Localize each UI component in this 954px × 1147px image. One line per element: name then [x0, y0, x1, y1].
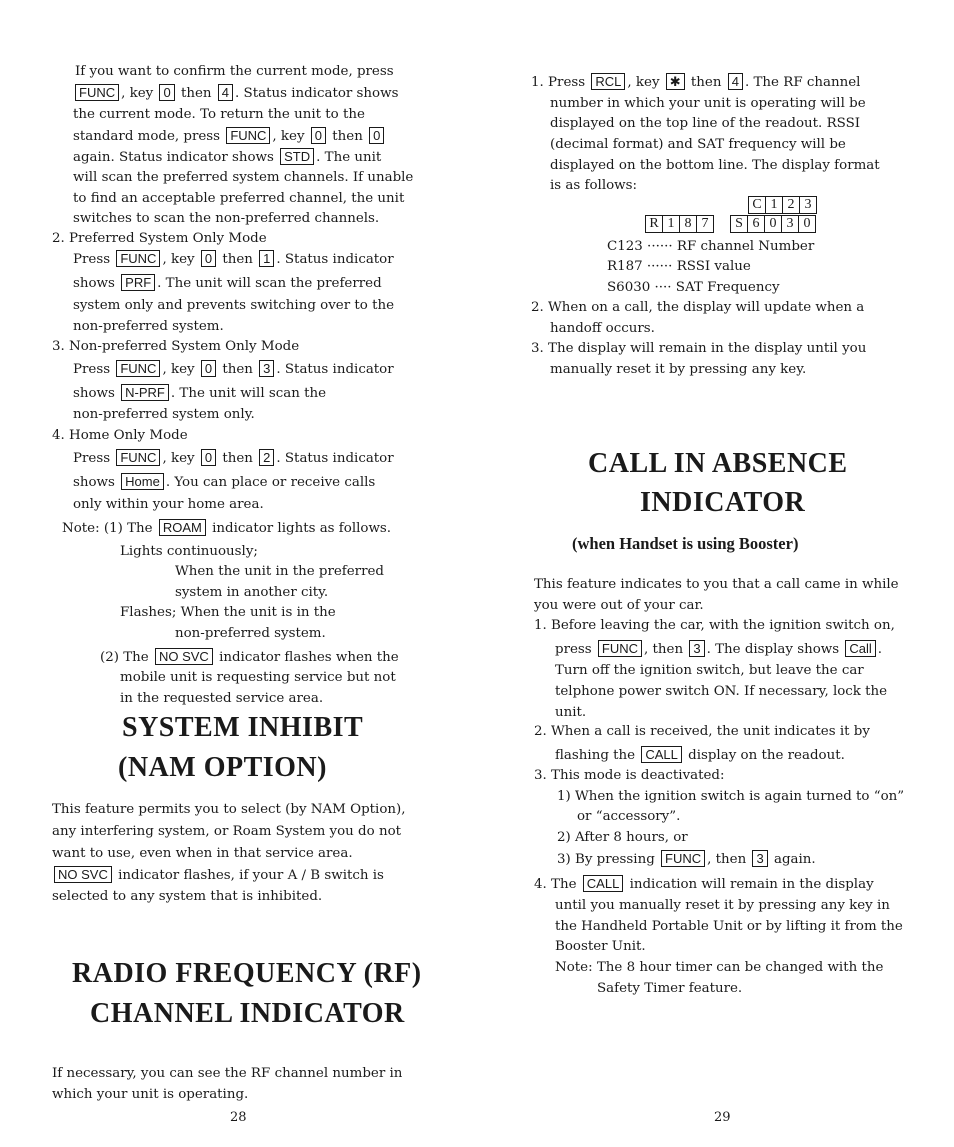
text-run: (decimal format) and SAT frequency will be	[550, 137, 846, 152]
text-line	[534, 767, 725, 785]
key-label: FUNC	[75, 84, 119, 101]
text-line	[52, 888, 322, 906]
legend-line: R187 ······ RSSI value	[607, 259, 751, 274]
text-run: then	[176, 86, 216, 101]
text-run: in the requested service area.	[120, 691, 324, 706]
text-run: display on the readout.	[683, 748, 845, 763]
text-line	[73, 473, 375, 492]
text-line	[73, 106, 365, 124]
text-run: any interfering system, or Roam System you do not	[52, 824, 402, 839]
text-run: shows	[73, 386, 120, 401]
text-run: Booster Unit.	[555, 939, 646, 954]
text-run: indication will remain in the display	[625, 877, 874, 892]
text-run: . The unit will scan the	[170, 386, 327, 401]
text-run: 3. The display will remain in the display until you	[531, 341, 867, 356]
text-line	[555, 662, 864, 680]
text-run: indicator flashes when the	[214, 650, 399, 665]
key-label: 4	[728, 73, 743, 90]
text-line	[550, 157, 880, 175]
key-label: Call	[845, 640, 875, 657]
text-line	[52, 338, 299, 356]
heading-system-inhibit: SYSTEM INHIBIT	[122, 712, 364, 743]
display-cell: R	[646, 216, 663, 233]
text-run: you were out of your car.	[534, 598, 704, 613]
text-run: . Status indicator shows	[235, 86, 399, 101]
text-run: Safety Timer feature.	[597, 981, 743, 996]
text-line	[73, 84, 398, 103]
text-line	[597, 980, 742, 998]
display-cell: 7	[697, 216, 714, 233]
key-label: 3	[689, 640, 704, 657]
heading-channel-indicator: CHANNEL INDICATOR	[90, 998, 405, 1029]
text-line	[531, 73, 860, 92]
text-line	[120, 604, 336, 622]
display-cell: 2	[783, 197, 800, 214]
text-run: shows	[73, 475, 120, 490]
key-label: 3	[259, 360, 274, 377]
text-line	[555, 918, 903, 936]
text-line	[175, 584, 328, 602]
text-line	[52, 1065, 402, 1083]
text-run: switches to scan the non-preferred channels.	[73, 211, 380, 226]
text-run: , key	[162, 451, 199, 466]
text-run: then	[218, 451, 258, 466]
text-run: then	[218, 252, 258, 267]
text-run: then	[686, 75, 726, 90]
text-run: will scan the preferred system channels. If unable	[73, 170, 414, 185]
display-cell: S	[731, 216, 748, 233]
text-run: only within your home area.	[73, 497, 264, 512]
text-run: is as follows:	[550, 178, 638, 193]
text-line	[550, 136, 846, 154]
key-label: N-PRF	[121, 384, 169, 401]
text-line	[555, 640, 882, 659]
text-line	[550, 320, 655, 338]
text-run: indicator lights as follows.	[207, 521, 392, 536]
text-run: If necessary, you can see the RF channel number in	[52, 1066, 403, 1081]
text-line	[175, 625, 326, 643]
text-run: to find an acceptable preferred channel, the unit	[73, 191, 405, 206]
text-run: . Status indicator	[276, 252, 394, 267]
key-label: NO SVC	[155, 648, 213, 665]
text-run: Flashes; When the unit is in the	[120, 605, 336, 620]
text-run: 2. When on a call, the display will update when a	[531, 300, 865, 315]
text-run: displayed on the top line of the readout. RSSI	[550, 116, 861, 131]
text-line	[534, 875, 874, 894]
text-run: . The unit	[316, 150, 382, 165]
text-run: then	[218, 362, 258, 377]
key-label: NO SVC	[54, 866, 112, 883]
text-run: This feature indicates to you that a call came in while	[534, 577, 899, 592]
text-run: Note: The 8 hour timer can be changed with the	[555, 960, 884, 975]
text-line	[555, 683, 887, 701]
text-line	[531, 299, 864, 317]
text-line	[73, 127, 386, 146]
text-run: again.	[769, 852, 816, 867]
text-run: which your unit is operating.	[52, 1087, 249, 1102]
key-label: FUNC	[116, 449, 160, 466]
text-line	[120, 690, 323, 708]
text-run: want to use, even when in that service area.	[52, 846, 353, 861]
text-line	[73, 169, 413, 187]
text-run: , key	[272, 129, 309, 144]
page-number-right: 29	[714, 1110, 731, 1125]
text-line	[555, 938, 646, 956]
text-line	[550, 95, 866, 113]
text-run: 4. The	[534, 877, 581, 892]
text-line	[52, 801, 406, 819]
text-line	[73, 384, 326, 403]
key-label: STD	[280, 148, 314, 165]
text-line	[73, 148, 381, 167]
text-run: .	[877, 642, 883, 657]
key-label: FUNC	[598, 640, 642, 657]
text-run: Press	[73, 252, 115, 267]
display-bottom-line	[645, 215, 816, 233]
text-line	[52, 866, 384, 885]
text-line	[52, 230, 267, 248]
legend-line: S6030 ···· SAT Frequency	[607, 280, 780, 295]
text-run: non-preferred system.	[73, 319, 224, 334]
text-run: , key	[121, 86, 158, 101]
text-run: 3. Non-preferred System Only Mode	[52, 339, 300, 354]
display-cell: 8	[680, 216, 697, 233]
text-line	[555, 897, 890, 915]
heading-call-in-absence: CALL IN ABSENCE	[588, 448, 848, 479]
key-label: 0	[201, 449, 216, 466]
legend-line: C123 ······ RF channel Number	[607, 239, 815, 254]
text-line	[557, 788, 904, 806]
text-line	[531, 340, 866, 358]
key-label: 2	[259, 449, 274, 466]
key-label: 3	[752, 850, 767, 867]
text-run: manually reset it by pressing any key.	[550, 362, 807, 377]
text-line	[73, 318, 224, 336]
text-line	[557, 829, 688, 847]
key-label: ✱	[666, 73, 685, 90]
text-run: standard mode, press	[73, 129, 225, 144]
text-run: mobile unit is requesting service but not	[120, 670, 396, 685]
text-run: (2) The	[100, 650, 153, 665]
text-line	[52, 427, 188, 445]
text-run: telphone power switch ON. If necessary, lock the	[555, 684, 888, 699]
display-cell: 0	[765, 216, 782, 233]
text-line	[73, 360, 394, 379]
heading-indicator: INDICATOR	[640, 487, 806, 518]
subheading-booster: (when Handset is using Booster)	[572, 534, 799, 553]
text-line	[557, 850, 816, 869]
text-line	[73, 190, 404, 208]
display-cell: 3	[782, 216, 799, 233]
key-label: 0	[201, 250, 216, 267]
text-run: 1. Press	[531, 75, 590, 90]
display-cell: 1	[766, 197, 783, 214]
text-line	[52, 1086, 248, 1104]
key-label: 0	[369, 127, 384, 144]
text-run: , key	[627, 75, 664, 90]
key-label: PRF	[121, 274, 155, 291]
text-run: flashing the	[555, 748, 640, 763]
key-label: FUNC	[116, 250, 160, 267]
display-cell: 0	[799, 216, 816, 233]
text-run: This feature permits you to select (by NAM Option),	[52, 802, 406, 817]
text-line	[73, 250, 394, 269]
text-run: until you manually reset it by pressing any key in	[555, 898, 890, 913]
text-run: Lights continuously;	[120, 544, 258, 559]
text-run: handoff occurs.	[550, 321, 655, 336]
text-run: . You can place or receive calls	[165, 475, 376, 490]
key-label: 0	[311, 127, 326, 144]
key-label: RCL	[591, 73, 625, 90]
text-run: displayed on the bottom line. The display format	[550, 158, 880, 173]
text-run: the Handheld Portable Unit or by lifting it from the	[555, 919, 903, 934]
text-run: . The unit will scan the preferred	[157, 276, 382, 291]
text-run: Note: (1) The	[62, 521, 157, 536]
text-run: . Status indicator	[276, 362, 394, 377]
text-line	[73, 297, 394, 315]
text-run: 1. Before leaving the car, with the ignition switch on,	[534, 618, 895, 633]
text-run: selected to any system that is inhibited.	[52, 889, 323, 904]
text-line	[62, 519, 391, 538]
text-line	[73, 496, 264, 514]
text-line	[555, 704, 586, 722]
text-run: , then	[707, 852, 751, 867]
text-run: . Status indicator	[276, 451, 394, 466]
text-run: or “accessory”.	[577, 809, 681, 824]
key-label: ROAM	[159, 519, 206, 536]
text-line	[534, 576, 899, 594]
text-run: again. Status indicator shows	[73, 150, 279, 165]
display-top-line	[748, 196, 817, 214]
text-line	[75, 63, 394, 81]
text-run: Press	[73, 362, 115, 377]
text-run: Press	[73, 451, 115, 466]
display-cell: 3	[800, 197, 817, 214]
text-run: non-preferred system only.	[73, 407, 255, 422]
display-cell: 6	[748, 216, 765, 233]
text-line	[550, 177, 637, 195]
text-run: . The RF channel	[744, 75, 861, 90]
text-line	[120, 543, 258, 561]
text-line	[534, 597, 704, 615]
key-label: FUNC	[661, 850, 705, 867]
text-run: 3) By pressing	[557, 852, 660, 867]
heading-nam-option: (NAM OPTION)	[118, 752, 327, 783]
text-run: Turn off the ignition switch, but leave the car	[555, 663, 864, 678]
text-run: 4. Home Only Mode	[52, 428, 188, 443]
text-line	[120, 669, 396, 687]
key-label: FUNC	[116, 360, 160, 377]
display-cell: C	[749, 197, 766, 214]
text-line	[73, 210, 379, 228]
text-line	[73, 406, 255, 424]
heading-rf: RADIO FREQUENCY (RF)	[72, 958, 422, 989]
page-number-left: 28	[230, 1110, 247, 1125]
text-line	[52, 845, 353, 863]
text-run: 3. This mode is deactivated:	[534, 768, 725, 783]
text-run: 1) When the ignition switch is again turned to “on”	[557, 789, 905, 804]
text-run: then	[328, 129, 368, 144]
text-run: system in another city.	[175, 585, 329, 600]
key-label: CALL	[583, 875, 624, 892]
key-label: CALL	[641, 746, 682, 763]
key-label: FUNC	[226, 127, 270, 144]
text-run: , then	[644, 642, 688, 657]
text-run: 2. Preferred System Only Mode	[52, 231, 267, 246]
text-run: number in which your unit is operating will be	[550, 96, 866, 111]
text-line	[555, 959, 883, 977]
text-run: indicator flashes, if your A / B switch is	[113, 868, 384, 883]
text-line	[534, 723, 870, 741]
key-label: 0	[201, 360, 216, 377]
text-run: 2) After 8 hours, or	[557, 830, 688, 845]
text-line	[550, 115, 860, 133]
text-line	[175, 563, 384, 581]
text-line	[52, 823, 401, 841]
key-label: 1	[259, 250, 274, 267]
text-line	[555, 746, 845, 765]
text-run: , key	[162, 252, 199, 267]
display-cell	[714, 216, 731, 233]
text-run: press	[555, 642, 596, 657]
text-line	[100, 648, 399, 667]
text-line	[73, 274, 382, 293]
text-run: system only and prevents switching over to the	[73, 298, 395, 313]
display-cell: 1	[663, 216, 680, 233]
text-run: unit.	[555, 705, 587, 720]
key-label: 4	[218, 84, 233, 101]
text-line	[577, 808, 680, 826]
key-label: Home	[121, 473, 164, 490]
text-line	[534, 617, 895, 635]
text-run: When the unit in the preferred	[175, 564, 384, 579]
text-run: the current mode. To return the unit to the	[73, 107, 365, 122]
text-line	[73, 449, 394, 468]
text-line	[550, 361, 806, 379]
key-label: 0	[159, 84, 174, 101]
text-run: . The display shows	[706, 642, 844, 657]
text-run: , key	[162, 362, 199, 377]
text-run: If you want to confirm the current mode, press	[75, 64, 394, 79]
text-run: shows	[73, 276, 120, 291]
text-run: non-preferred system.	[175, 626, 326, 641]
text-run: 2. When a call is received, the unit indicates it by	[534, 724, 870, 739]
